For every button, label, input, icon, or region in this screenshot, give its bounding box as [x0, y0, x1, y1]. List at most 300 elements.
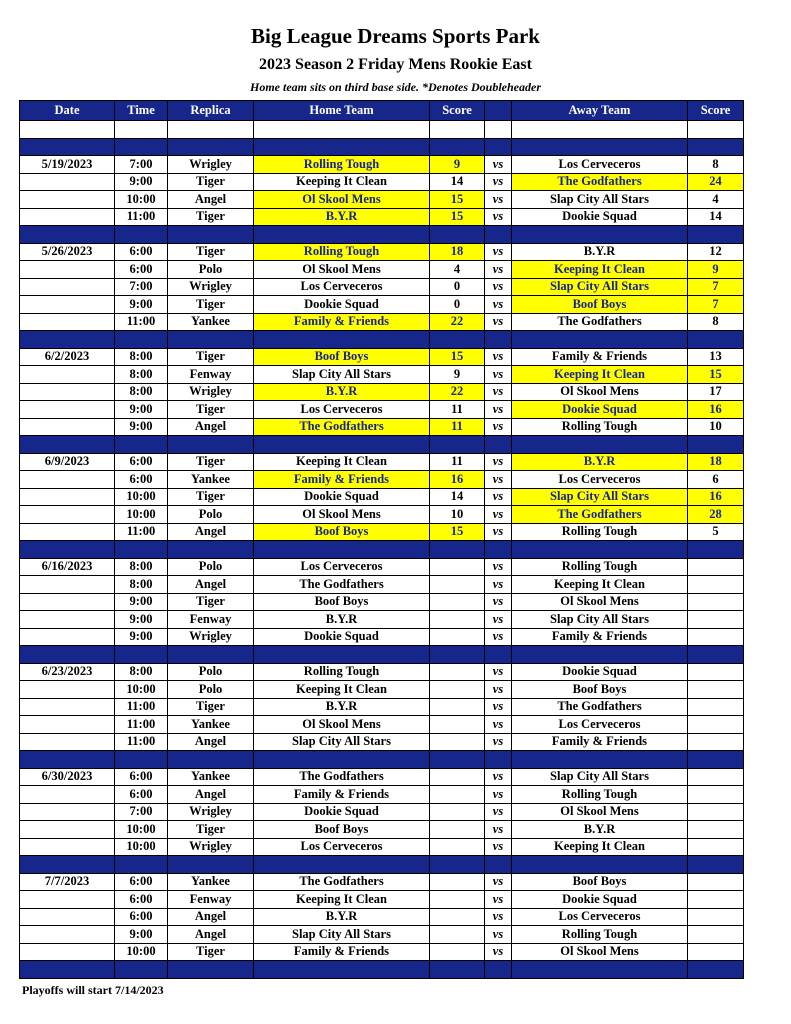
blank-row — [20, 121, 744, 139]
home-team: Rolling Tough — [254, 156, 430, 174]
game-time: 11:00 — [115, 313, 168, 331]
empty-cell — [254, 121, 430, 139]
empty-cell — [688, 856, 744, 874]
empty-cell — [20, 961, 115, 979]
away-team: The Godfathers — [512, 506, 688, 524]
game-date — [20, 803, 115, 821]
away-team: Los Cerveceros — [512, 471, 688, 489]
vs-label: vs — [485, 156, 512, 174]
home-score: 0 — [430, 278, 485, 296]
game-row — [20, 891, 744, 909]
empty-cell — [485, 751, 512, 769]
column-header-time: Time — [115, 101, 168, 121]
away-score — [688, 716, 744, 734]
home-team: Boof Boys — [254, 821, 430, 839]
away-score — [688, 891, 744, 909]
empty-cell — [430, 331, 485, 349]
empty-cell — [254, 856, 430, 874]
game-row — [20, 156, 744, 174]
game-time: 6:00 — [115, 261, 168, 279]
empty-cell — [115, 646, 168, 664]
game-field: Tiger — [168, 296, 254, 314]
home-team: B.Y.R — [254, 698, 430, 716]
game-time: 7:00 — [115, 278, 168, 296]
schedule-subtitle: 2023 Season 2 Friday Mens Rookie East — [259, 56, 532, 73]
game-time: 10:00 — [115, 838, 168, 856]
empty-cell — [115, 121, 168, 139]
empty-cell — [430, 226, 485, 244]
vs-label: vs — [485, 576, 512, 594]
game-date — [20, 401, 115, 419]
home-team: B.Y.R — [254, 383, 430, 401]
game-date — [20, 261, 115, 279]
vs-label: vs — [485, 663, 512, 681]
home-team: The Godfathers — [254, 576, 430, 594]
empty-cell — [512, 138, 688, 156]
away-team: Los Cerveceros — [512, 156, 688, 174]
home-team: Ol Skool Mens — [254, 716, 430, 734]
vs-label: vs — [485, 296, 512, 314]
game-time: 10:00 — [115, 506, 168, 524]
game-row — [20, 383, 744, 401]
playoffs-note: Playoffs will start 7/14/2023 — [22, 983, 164, 997]
column-header-home-score: Score — [430, 101, 485, 121]
empty-cell — [512, 436, 688, 454]
empty-cell — [512, 331, 688, 349]
away-team: Family & Friends — [512, 733, 688, 751]
game-time: 10:00 — [115, 191, 168, 209]
game-field: Yankee — [168, 768, 254, 786]
empty-cell — [115, 856, 168, 874]
home-team: Dookie Squad — [254, 628, 430, 646]
away-score: 9 — [688, 261, 744, 279]
vs-label: vs — [485, 558, 512, 576]
home-team: Rolling Tough — [254, 663, 430, 681]
away-score — [688, 768, 744, 786]
away-score: 17 — [688, 383, 744, 401]
game-date: 6/30/2023 — [20, 768, 115, 786]
empty-cell — [688, 436, 744, 454]
empty-cell — [168, 436, 254, 454]
away-score — [688, 786, 744, 804]
game-field: Angel — [168, 908, 254, 926]
game-field: Angel — [168, 926, 254, 944]
empty-cell — [254, 751, 430, 769]
week-separator — [20, 138, 744, 156]
empty-cell — [430, 541, 485, 559]
away-score — [688, 838, 744, 856]
game-field: Tiger — [168, 173, 254, 191]
vs-label: vs — [485, 453, 512, 471]
home-team: Family & Friends — [254, 943, 430, 961]
game-date — [20, 611, 115, 629]
game-time: 10:00 — [115, 488, 168, 506]
game-date — [20, 523, 115, 541]
game-row — [20, 208, 744, 226]
schedule-table — [19, 100, 744, 979]
empty-cell — [485, 856, 512, 874]
away-team: Slap City All Stars — [512, 768, 688, 786]
game-field: Angel — [168, 191, 254, 209]
away-team: Ol Skool Mens — [512, 943, 688, 961]
empty-cell — [20, 331, 115, 349]
empty-cell — [168, 961, 254, 979]
away-score: 13 — [688, 348, 744, 366]
away-score: 5 — [688, 523, 744, 541]
empty-cell — [115, 226, 168, 244]
away-score: 7 — [688, 278, 744, 296]
empty-cell — [20, 226, 115, 244]
empty-cell — [254, 226, 430, 244]
game-field: Tiger — [168, 488, 254, 506]
game-time: 9:00 — [115, 401, 168, 419]
vs-label: vs — [485, 628, 512, 646]
vs-label: vs — [485, 471, 512, 489]
home-score — [430, 733, 485, 751]
away-team: Rolling Tough — [512, 786, 688, 804]
game-field: Tiger — [168, 401, 254, 419]
home-score — [430, 838, 485, 856]
game-date — [20, 366, 115, 384]
away-score: 7 — [688, 296, 744, 314]
game-row — [20, 558, 744, 576]
column-header-away-score: Score — [688, 101, 744, 121]
away-score — [688, 821, 744, 839]
game-field: Yankee — [168, 471, 254, 489]
empty-cell — [254, 961, 430, 979]
game-row — [20, 943, 744, 961]
empty-cell — [485, 541, 512, 559]
home-score — [430, 873, 485, 891]
away-team: Keeping It Clean — [512, 261, 688, 279]
game-time: 10:00 — [115, 943, 168, 961]
game-row — [20, 453, 744, 471]
away-team: Rolling Tough — [512, 926, 688, 944]
game-date — [20, 681, 115, 699]
game-row — [20, 191, 744, 209]
game-row — [20, 838, 744, 856]
game-row — [20, 663, 744, 681]
empty-cell — [254, 331, 430, 349]
away-score — [688, 593, 744, 611]
vs-label: vs — [485, 523, 512, 541]
empty-cell — [688, 751, 744, 769]
vs-label: vs — [485, 838, 512, 856]
away-score — [688, 803, 744, 821]
week-separator — [20, 541, 744, 559]
vs-label: vs — [485, 716, 512, 734]
empty-cell — [430, 436, 485, 454]
away-team: Ol Skool Mens — [512, 803, 688, 821]
game-time: 6:00 — [115, 873, 168, 891]
empty-cell — [485, 138, 512, 156]
vs-label: vs — [485, 208, 512, 226]
game-time: 9:00 — [115, 173, 168, 191]
game-field: Angel — [168, 523, 254, 541]
game-row — [20, 716, 744, 734]
home-team: Ol Skool Mens — [254, 261, 430, 279]
column-header-replica: Replica — [168, 101, 254, 121]
away-score: 24 — [688, 173, 744, 191]
empty-cell — [688, 121, 744, 139]
game-time: 8:00 — [115, 558, 168, 576]
home-score — [430, 786, 485, 804]
vs-label: vs — [485, 488, 512, 506]
home-score: 11 — [430, 401, 485, 419]
game-row — [20, 873, 744, 891]
game-time: 9:00 — [115, 593, 168, 611]
vs-label: vs — [485, 926, 512, 944]
away-team: Keeping It Clean — [512, 366, 688, 384]
empty-cell — [115, 751, 168, 769]
away-score — [688, 873, 744, 891]
game-field: Angel — [168, 733, 254, 751]
vs-label: vs — [485, 681, 512, 699]
vs-label: vs — [485, 278, 512, 296]
week-separator — [20, 436, 744, 454]
away-team: Slap City All Stars — [512, 191, 688, 209]
home-team: Ol Skool Mens — [254, 191, 430, 209]
home-team: B.Y.R — [254, 611, 430, 629]
away-team: Los Cerveceros — [512, 908, 688, 926]
game-row — [20, 523, 744, 541]
home-team: The Godfathers — [254, 873, 430, 891]
game-row — [20, 786, 744, 804]
header-row — [20, 101, 744, 121]
vs-label: vs — [485, 348, 512, 366]
home-score — [430, 891, 485, 909]
home-team: The Godfathers — [254, 768, 430, 786]
game-time: 10:00 — [115, 681, 168, 699]
game-time: 6:00 — [115, 891, 168, 909]
game-date: 6/16/2023 — [20, 558, 115, 576]
game-field: Tiger — [168, 593, 254, 611]
game-field: Tiger — [168, 821, 254, 839]
empty-cell — [512, 121, 688, 139]
away-team: Dookie Squad — [512, 891, 688, 909]
week-separator — [20, 961, 744, 979]
game-field: Tiger — [168, 943, 254, 961]
empty-cell — [688, 646, 744, 664]
vs-label: vs — [485, 506, 512, 524]
week-separator — [20, 751, 744, 769]
game-field: Wrigley — [168, 838, 254, 856]
home-team: Slap City All Stars — [254, 366, 430, 384]
vs-label: vs — [485, 891, 512, 909]
empty-cell — [512, 541, 688, 559]
home-team: Rolling Tough — [254, 243, 430, 261]
vs-label: vs — [485, 366, 512, 384]
away-team: Rolling Tough — [512, 523, 688, 541]
vs-label: vs — [485, 803, 512, 821]
away-score: 14 — [688, 208, 744, 226]
home-score: 0 — [430, 296, 485, 314]
empty-cell — [512, 856, 688, 874]
game-time: 11:00 — [115, 208, 168, 226]
game-row — [20, 173, 744, 191]
home-score: 18 — [430, 243, 485, 261]
home-team: Slap City All Stars — [254, 926, 430, 944]
home-score: 9 — [430, 156, 485, 174]
home-team: Boof Boys — [254, 523, 430, 541]
away-score — [688, 558, 744, 576]
empty-cell — [115, 138, 168, 156]
home-team: Keeping It Clean — [254, 681, 430, 699]
home-score — [430, 926, 485, 944]
game-time: 8:00 — [115, 366, 168, 384]
game-field: Tiger — [168, 453, 254, 471]
home-score — [430, 681, 485, 699]
vs-label: vs — [485, 243, 512, 261]
home-team: Family & Friends — [254, 471, 430, 489]
away-team: B.Y.R — [512, 243, 688, 261]
game-date: 5/19/2023 — [20, 156, 115, 174]
game-row — [20, 243, 744, 261]
game-time: 11:00 — [115, 523, 168, 541]
game-field: Tiger — [168, 698, 254, 716]
game-field: Angel — [168, 786, 254, 804]
home-score — [430, 663, 485, 681]
game-date — [20, 698, 115, 716]
game-field: Angel — [168, 576, 254, 594]
empty-cell — [168, 138, 254, 156]
home-score: 15 — [430, 191, 485, 209]
game-time: 9:00 — [115, 926, 168, 944]
vs-label: vs — [485, 173, 512, 191]
home-score — [430, 716, 485, 734]
home-team: B.Y.R — [254, 208, 430, 226]
home-score — [430, 768, 485, 786]
away-team: Rolling Tough — [512, 418, 688, 436]
game-row — [20, 506, 744, 524]
vs-label: vs — [485, 821, 512, 839]
empty-cell — [485, 646, 512, 664]
away-team: Dookie Squad — [512, 663, 688, 681]
away-score — [688, 628, 744, 646]
game-date — [20, 908, 115, 926]
game-field: Polo — [168, 558, 254, 576]
game-time: 8:00 — [115, 663, 168, 681]
home-score — [430, 611, 485, 629]
game-row — [20, 418, 744, 436]
vs-label: vs — [485, 611, 512, 629]
home-score — [430, 803, 485, 821]
game-time: 9:00 — [115, 628, 168, 646]
empty-cell — [168, 121, 254, 139]
empty-cell — [168, 856, 254, 874]
empty-cell — [430, 961, 485, 979]
away-score: 8 — [688, 313, 744, 331]
home-team: Family & Friends — [254, 786, 430, 804]
empty-cell — [168, 751, 254, 769]
game-row — [20, 593, 744, 611]
week-separator — [20, 331, 744, 349]
home-score — [430, 821, 485, 839]
empty-cell — [20, 751, 115, 769]
game-date — [20, 383, 115, 401]
game-date — [20, 821, 115, 839]
vs-label: vs — [485, 383, 512, 401]
game-field: Tiger — [168, 348, 254, 366]
empty-cell — [430, 646, 485, 664]
game-field: Wrigley — [168, 383, 254, 401]
away-score: 16 — [688, 488, 744, 506]
away-score: 8 — [688, 156, 744, 174]
game-date — [20, 173, 115, 191]
home-score: 14 — [430, 173, 485, 191]
game-row — [20, 908, 744, 926]
game-field: Polo — [168, 261, 254, 279]
away-score: 12 — [688, 243, 744, 261]
empty-cell — [485, 331, 512, 349]
home-score — [430, 593, 485, 611]
vs-label: vs — [485, 873, 512, 891]
home-team: Keeping It Clean — [254, 453, 430, 471]
week-separator — [20, 856, 744, 874]
home-team: Boof Boys — [254, 348, 430, 366]
home-score: 11 — [430, 453, 485, 471]
week-separator — [20, 226, 744, 244]
game-date — [20, 576, 115, 594]
away-team: Dookie Squad — [512, 208, 688, 226]
home-score — [430, 628, 485, 646]
away-score: 4 — [688, 191, 744, 209]
game-date — [20, 471, 115, 489]
game-field: Polo — [168, 681, 254, 699]
away-team: Los Cerveceros — [512, 716, 688, 734]
empty-cell — [254, 541, 430, 559]
game-date — [20, 943, 115, 961]
home-team: Los Cerveceros — [254, 401, 430, 419]
game-row — [20, 576, 744, 594]
empty-cell — [688, 331, 744, 349]
vs-label: vs — [485, 418, 512, 436]
away-team: B.Y.R — [512, 821, 688, 839]
empty-cell — [688, 226, 744, 244]
game-time: 7:00 — [115, 803, 168, 821]
week-separator — [20, 646, 744, 664]
home-score: 15 — [430, 348, 485, 366]
away-team: Ol Skool Mens — [512, 383, 688, 401]
game-row — [20, 611, 744, 629]
away-team: Slap City All Stars — [512, 611, 688, 629]
game-time: 7:00 — [115, 156, 168, 174]
home-score: 14 — [430, 488, 485, 506]
game-time: 6:00 — [115, 768, 168, 786]
empty-cell — [688, 961, 744, 979]
game-time: 9:00 — [115, 611, 168, 629]
game-date: 6/2/2023 — [20, 348, 115, 366]
away-team: The Godfathers — [512, 173, 688, 191]
game-row — [20, 278, 744, 296]
game-row — [20, 803, 744, 821]
empty-cell — [254, 138, 430, 156]
game-row — [20, 488, 744, 506]
away-team: Ol Skool Mens — [512, 593, 688, 611]
game-row — [20, 768, 744, 786]
game-date: 7/7/2023 — [20, 873, 115, 891]
home-team: Keeping It Clean — [254, 891, 430, 909]
game-row — [20, 348, 744, 366]
game-time: 6:00 — [115, 908, 168, 926]
empty-cell — [115, 961, 168, 979]
game-field: Tiger — [168, 208, 254, 226]
away-team: The Godfathers — [512, 313, 688, 331]
game-time: 6:00 — [115, 243, 168, 261]
game-time: 6:00 — [115, 471, 168, 489]
game-row — [20, 698, 744, 716]
empty-cell — [485, 961, 512, 979]
